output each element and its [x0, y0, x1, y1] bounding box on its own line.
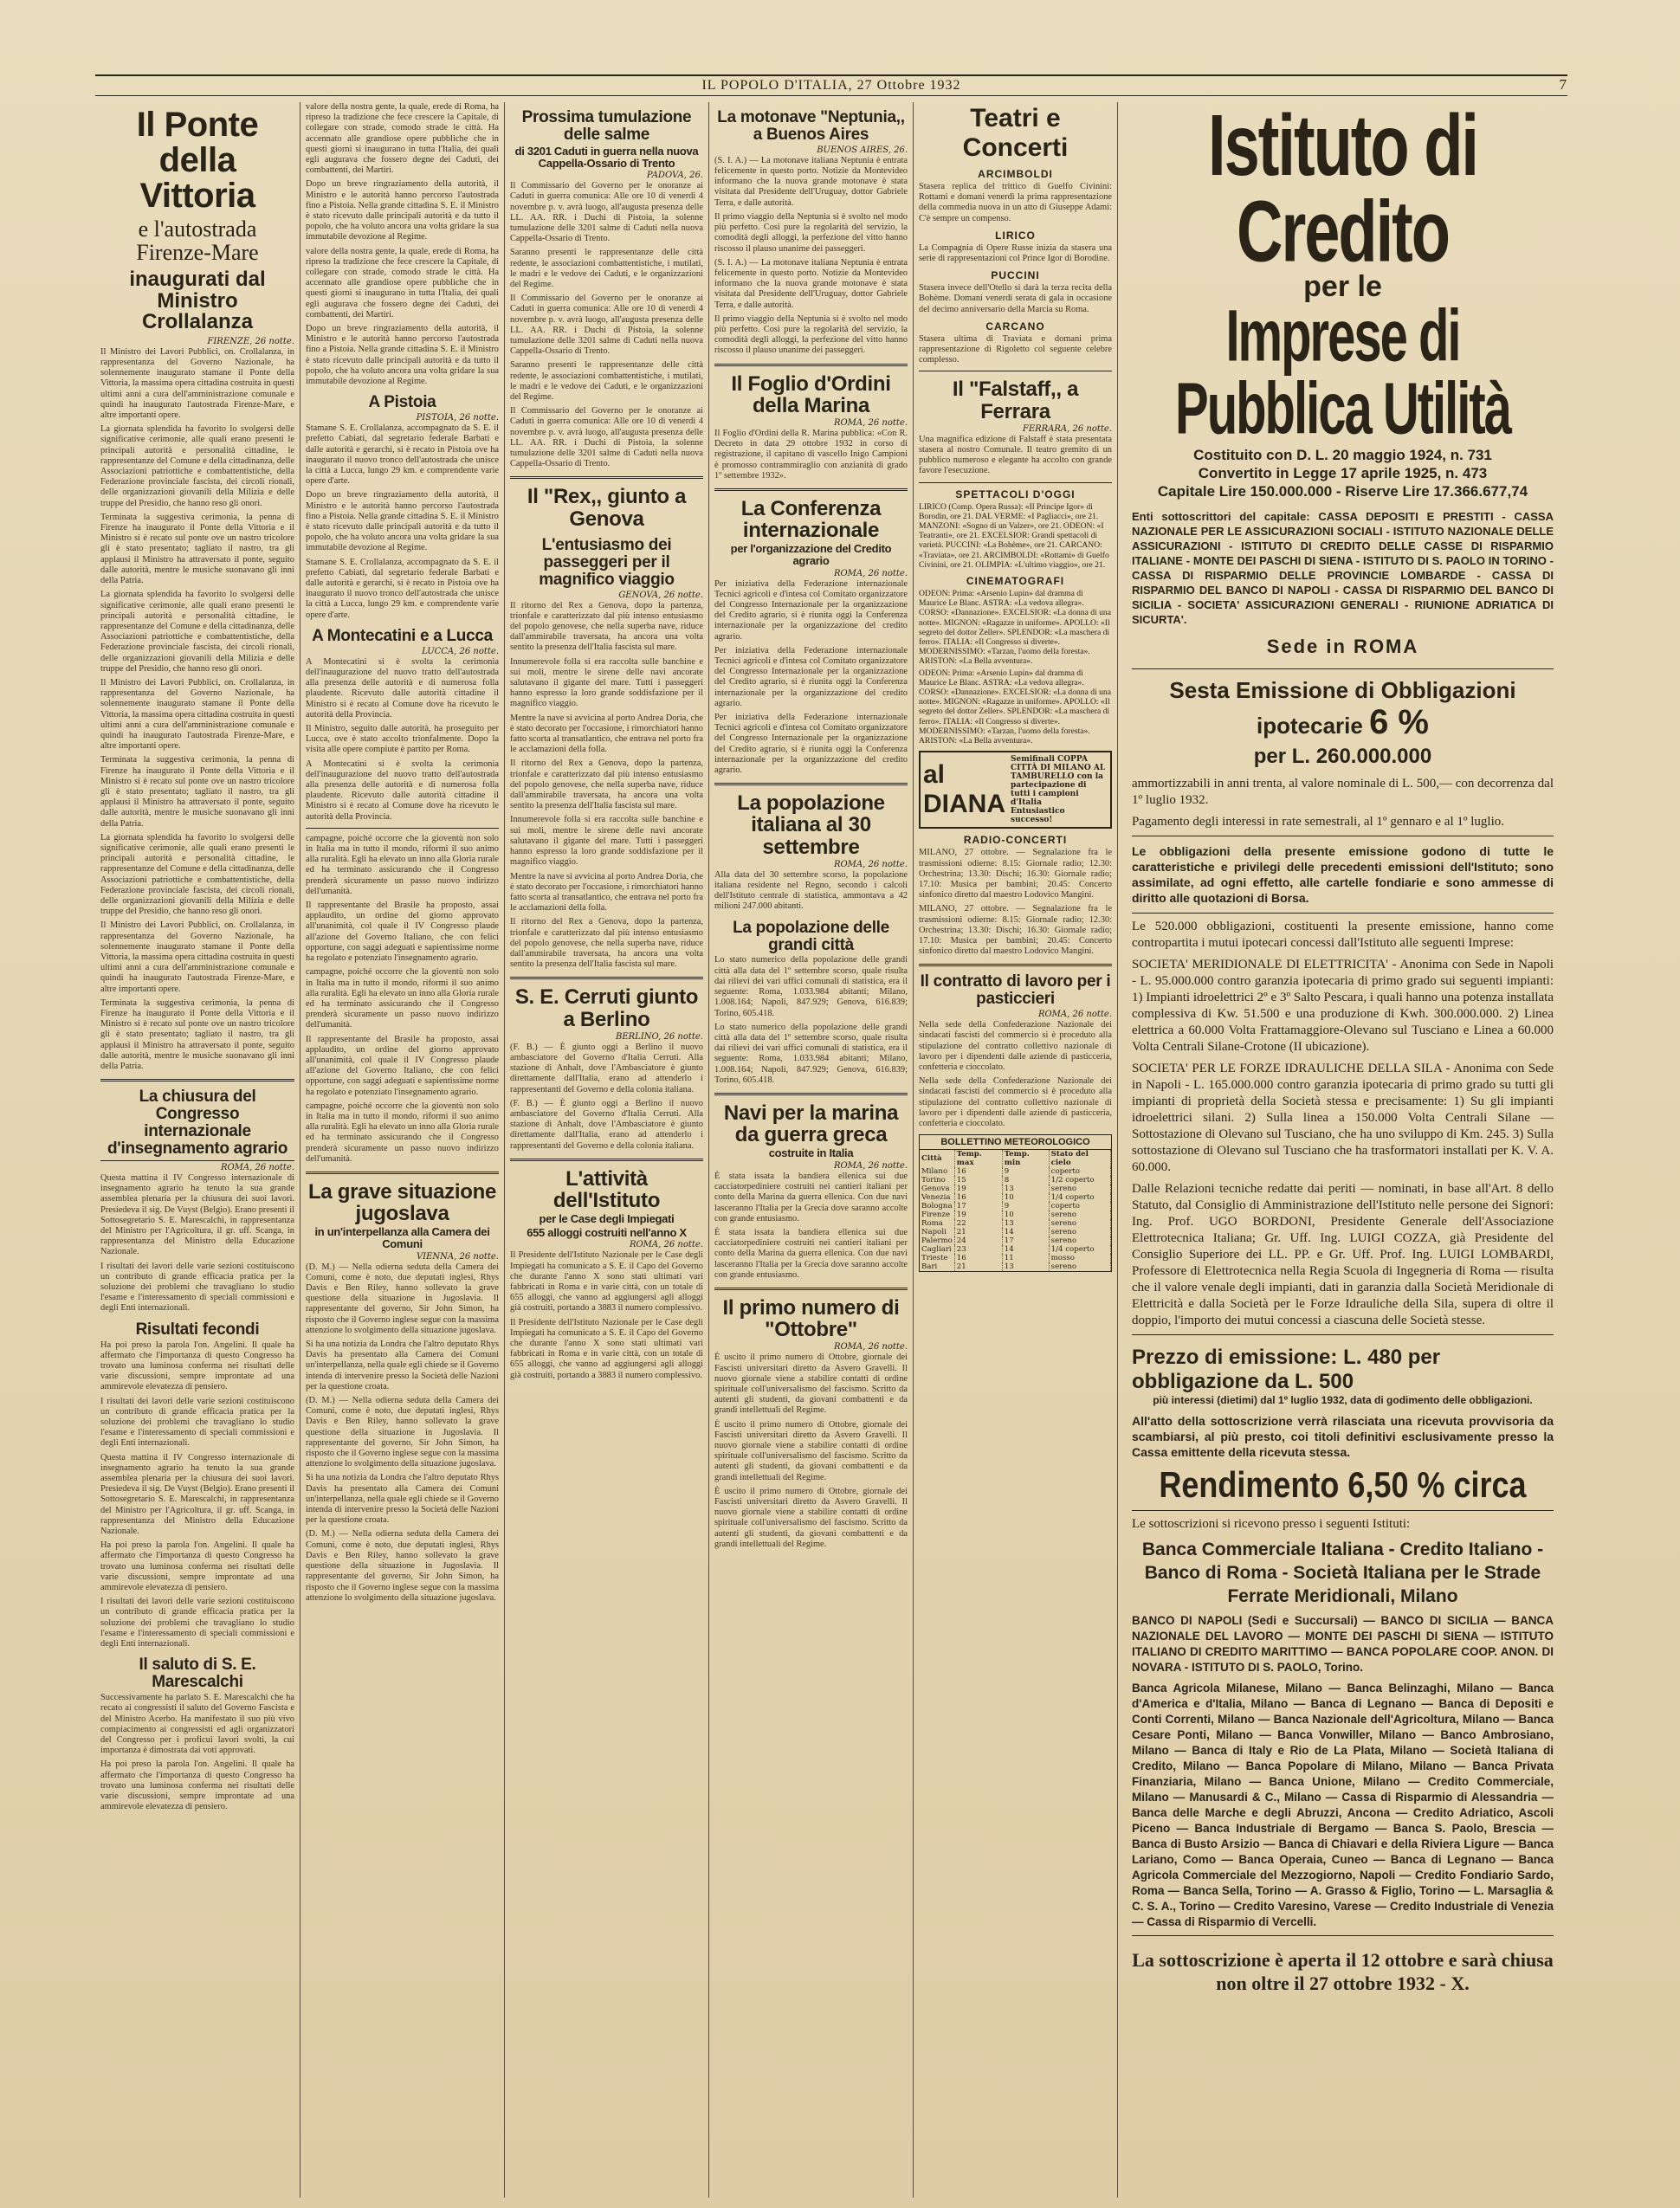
article-text: Stasera invece dell'Otello si darà la terza recita della Bohème. Domani venerdì serata di gala in occasione del decimo anniversario della Marcia su Roma. [919, 283, 1112, 314]
divider [510, 1159, 703, 1161]
headline-ottobre: Il primo numero di "Ottobre" [722, 1295, 900, 1342]
headline-jugoslavia [306, 1181, 499, 1250]
meteo-cell: 1/4 coperto [1049, 1193, 1110, 1202]
article-text: La giornata splendida ha favorito lo svolgersi delle significative cerimonie, alle quali erano presenti le principali autorità e personalità cittadine, le rappresentanze del Comune e della cittadinanza, delle Associazioni patriottiche e combattentistiche, della Federazione provinciale fascista, dei circoli rionali, delle organizzazioni giovanili della Milizia e delle truppe del Presidio, che hanno reso gli onori. [100, 832, 294, 917]
meteo-header-cell: Stato del cielo [1049, 1150, 1110, 1167]
ad-enti: Enti sottoscrittori del capitale: CASSA DEPOSITI E PRESTITI - CASSA NAZIONALE PER LE ASSICURAZIONI SOCIALI - ISTITUTO NAZIONALE DELLE ASSICURAZIONI - ISTITUTO DI CREDITO DELLE CASSE DI RISPARMIO ITALIANE - MONTE DEI PASCHI DI SIENA - ISTITUTO DI S. PAOLO IN TORINO - CASSA DI RISPARMIO DELLE PROVINCIE LOMBARDE - CASSA DI RISPARMIO DEL BANCO DI NAPOLI - CASSA DI RISPARMIO DEL BANCO DI SICILIA - SOCIETA' ASSICURAZIONI GENERALI - RIUNIONE ADRIATICA DI SICURTA'. [1132, 510, 1554, 626]
meteo-row [920, 1245, 1111, 1254]
meteo-cell: Bologna [920, 1202, 954, 1211]
divider [714, 1093, 908, 1095]
headline-istituto-case-sub: per le Case degli Impiegati [539, 1212, 675, 1226]
article-text: Stasera ultima di Traviata e domani prima rappresentazione di Rigoletto col seguente celebre complesso. [919, 333, 1112, 365]
article-text: Lo stato numerico della popolazione delle grandi città alla data del 1º settembre scorso, quale risulta dai rilievi dei vari uffici comunali di statistica, era il seguente: Roma, 1.033.984 abitanti; Milano, 1.008.164; Napoli, 847.929; Genova, 616.839; Torino, 605.418. [714, 1022, 908, 1085]
article-text: Si ha una notizia da Londra che l'altro deputato Rhys Davis ha presentato alla Camera dei Comuni un'interpellanza, nella quale egli chiede se il Governo intenda di intervenire presso la Società delle Nazioni per la questione croata. [306, 1340, 499, 1391]
headline-jugoslavia-sub: in un'interpellanza alla Camera dei Comuni [314, 1225, 490, 1250]
headline-conferenza-sub: per l'organizzazione del Credito agrario [730, 542, 892, 567]
cinematografi-title: CINEMATOGRAFI [966, 575, 1065, 588]
meteo-cell: 9 [1002, 1202, 1049, 1211]
meteo-row [920, 1202, 1111, 1211]
meteo-cell: Roma [920, 1219, 954, 1228]
ad-text: SOCIETA' PER LE FORZE IDRAULICHE DELLA SILA - Anonima con Sede in Napoli - L. 165.000.000 contro garanzia ipotecaria di primo grado su tutti gli impianti di proprietà della Società stessa e precisamente: 1) Su gli impianti idroelettrici silani. 2) Sulla linea a 150.000 Volta Centrali Silane — Sottostazione di Olevano sul Tusciano, che ha uno sviluppo di Km. 245. 3) Sulla sottostazione di Olevano sul Tusciano che ha trasformatori installati per K. V. A. 60.000. [1132, 1061, 1554, 1174]
meteo-cell: sereno [1049, 1219, 1110, 1228]
article-text: Il ritorno del Rex a Genova, dopo la partenza, trionfale e caratterizzato dal più intenso entusiasmo del popolo genovese, che nella superba nave, riduce dall'ammirabile traversata, ha ancora una volta sentito la presenza dell'Italia fascista sul mare. [510, 917, 703, 970]
ad-text: Le sottoscrizioni si ricevono presso i seguenti Istituti: [1132, 1516, 1411, 1531]
article-text: Lo stato numerico della popolazione delle grandi città alla data del 1º settembre scorso, quale risulta dai rilievi dei vari uffici comunali di statistica, era il seguente: Roma, 1.033.984 abitanti; Milano, 1.008.164; Napoli, 847.929; Genova, 616.839; Torino, 605.418. [714, 955, 908, 1018]
meteo-cell: 16 [954, 1193, 1002, 1202]
ad-title-perle: per le [1303, 270, 1382, 303]
article-text: Saranno presenti le rappresentanze delle città redente, le associazioni combattentistiche, i mutilati, le madri e le vedove dei Caduti, e le organizzazioni del Regime. [510, 248, 703, 289]
headline-foglio-ordini: Il Foglio d'Ordini della Marina [731, 371, 891, 417]
headline-congresso: La chiusura del Congresso internazionale d'insegnamento agrario [100, 1088, 294, 1161]
divider [714, 1288, 908, 1290]
meteo-cell: 17 [954, 1202, 1002, 1211]
divider [1132, 1334, 1554, 1335]
meteo-cell: 19 [954, 1185, 1002, 1193]
article-text: I risultati dei lavori delle varie sezioni costituiscono un contributo di grande efficacia pratica per la soluzione dei problemi che travagliano lo studio l'esame e l'interessamento di speciali commissioni e degli Enti internazionali. [100, 1261, 294, 1314]
ad-text: Pagamento degli interessi in rate semestrali, al 1º gennaro e al 1º luglio. [1132, 814, 1505, 829]
article-text: È uscito il primo numero di Ottobre, giornale dei Fascisti universitari diretto da Asvero Gravelli. Il nuovo giornale viene a stabilire contatti di ordine spirituale coll'universalismo del fascismo. Scritto da autenti gli studenti, da giovani combattenti e da grandi intellettuali del Regime. [714, 1353, 908, 1416]
ad-ricevuta: All'atto della sottoscrizione verrà rilasciata una ricevuta provvisoria da scambiarsi, al più presto, coi titoli definitivi esclusivamente presso la Cassa emittente della ricevuta stessa. [1132, 1413, 1554, 1459]
meteo-cell: mosso [1049, 1254, 1110, 1262]
dateline: ROMA, 26 notte. [833, 859, 908, 869]
article-text: Il Commissario del Governo per le onoranze ai Caduti in guerra comunica: Alle ore 10 di venerdì 4 novembre p. v. avrà luogo, all'augusta presenza delle LL. AA. RR. i Duchi di Pistoia, la solenne tumulazione delle 3201 salme di Caduti nella nuova Cappella-Ossario di Trento. [510, 181, 703, 244]
ad-emissione-text: Sesta Emissione di Obbligazioni ipotecarie [1169, 677, 1516, 739]
article-text: Successivamente ha parlato S. E. Marescalchi che ha recato ai congressisti il saluto del Governo Fascista e del Ministro Acerbo. Ha manifestato il suo più vivo compiacimento ai congressisti ed agli organizzatori del Congresso per i proficui lavori svolti, la cui importanza è dimostrata dai voti approvati. [100, 1693, 294, 1756]
headline-risultati: Risultati fecondi [135, 1320, 260, 1339]
article-text: Stamane S. E. Crollalanza, accompagnato da S. E. il prefetto Cabiati, dal segretario federale Barbati e dalle autorità e gerarchi, si è recato in Pistoia ove ha inaugurato il nuovo tronco dell'autostrada che unisce la città a Lucca, lungo 29 km. e comprendente varie opere d'arte. [306, 557, 499, 620]
meteo-cell: 24 [954, 1236, 1002, 1245]
dateline: ROMA, 26 notte. [833, 1160, 908, 1171]
ad-caratteristiche: Le obbligazioni della presente emissione godono di tutte le caratteristiche e privilegi delle precedenti emissioni dell'Istituto; sono assimilate, ad ogni effetto, alle cartelle fondiarie e sono ammesse di diritto alle quotazioni di Borsa. [1132, 843, 1554, 905]
section-teatri: Teatri e Concerti [962, 104, 1069, 162]
meteo-cell: coperto [1049, 1167, 1110, 1176]
ad-emissione [1132, 678, 1554, 741]
meteo-row [920, 1262, 1111, 1271]
headline-marescalchi: Il saluto di S. E. Marescalchi [139, 1656, 256, 1692]
article-text: (F. B.) — È giunto oggi a Berlino il nuovo ambasciatore del Governo d'Italia Cerruti. Alla stazione di Anhalt, dove l'Ambasciatore è giunto direttamente dall'Italia, erano ad attenderlo i rappresentanti del Governo e della colonia italiana. [510, 1098, 703, 1151]
meteo-cell: 13 [1002, 1262, 1049, 1271]
article-text: valore della nostra gente, la quale, erede di Roma, ha ripreso la tradizione che fece crescere la Capitale, di collegare con strade, comodo strade le città. Ha accennato alle grandiose opere pubbliche che in questi giorni si inaugurano in tutta l'Italia, dei quali egli augurava che fossero degne dei Caduti, dei combattenti, dei Martiri. [306, 246, 499, 320]
meteo-cell: Venezia [920, 1193, 954, 1202]
radio-title: RADIO-CONCERTI [963, 834, 1068, 847]
headline-rex: Il "Rex,, giunto a Genova [527, 485, 687, 531]
meteo-cell: sereno [1049, 1262, 1110, 1271]
meteo-header-row [920, 1150, 1111, 1167]
article-text: A Montecatini si è svolta la cerimonia dell'inaugurazione del nuovo tratto dell'autostrada alla presenza delle autorità e di numerosa folla plaudente. Ricevuto dalle autorità cittadine il Ministro si è recato al Comune dove ha ricevuto le autorità della Provincia. [306, 656, 499, 720]
article-text: Il ritorno del Rex a Genova, dopo la partenza, trionfale e caratterizzato dal più intenso entusiasmo del popolo genovese, che nella superba nave, riduce dall'ammirabile traversata, ha ancora una volta sentito la presenza dell'Italia fascista sul mare. [510, 759, 703, 811]
meteo-cell: sereno [1049, 1228, 1110, 1236]
theatre-arcimboldi: ARCIMBOLDI [978, 168, 1053, 180]
meteo-row [920, 1167, 1111, 1176]
dateline: ROMA, 26 notte. [833, 1342, 908, 1353]
article-text: Per iniziativa della Federazione internazionale Tecnici agricoli e d'intesa col Comitato organizzatore del Congresso Internazionale per la organizzazione del Credito agrario, si è riunita oggi la Conferenza internazionale per la organizzazione del credito agrario. [714, 645, 908, 708]
meteo-cell: Firenze [920, 1211, 954, 1219]
dateline: PADOVA, 26. [646, 171, 703, 181]
article-text: Il Ministro, seguito dalle autorità, ha proseguito per Lucca, ove è stato accolto trionfalmente. Dopo la visita alle opere compiute è partito per Roma. [306, 724, 499, 755]
article-text: campagne, poiché occorre che la gioventù non solo in Italia ma in tutto il mondo, riformi il suo animo alla ruralità. Egli ha elevato un inno alla Gloria rurale ed ha terminato assicurando che il Congresso prenderà sicuramente un passo nuovo indirizzo dell'umanità. [306, 1101, 499, 1164]
meteo-cell: 1/4 coperto [1049, 1245, 1110, 1254]
spettacoli-title: SPETTACOLI D'OGGI [955, 487, 1076, 500]
divider [714, 364, 908, 366]
headline-navi-greche-text: Navi per la marina da guerra greca [723, 1101, 899, 1147]
article-text: valore della nostra gente, la quale, erede di Roma, ha ripreso la tradizione che fece crescere la Capitale, di collegare con strade, comodo strade le città. Ha accennato alle grandiose opere pubbliche che in questi giorni si inaugurano in tutta l'Italia, dei quali egli augurava che fossero degne dei Caduti, dei combattenti, dei Martiri. [306, 102, 499, 176]
divider [919, 964, 1112, 966]
article-text: Dopo un breve ringraziamento della autorità, il Ministro e le autorità hanno percorso l'autostrada fino a Pistoia. Nella grande cittadina S. E. il Ministro è stato ricevuto dalle principali autorità e da tutto il popolo, che ha voluto ancora una volta gridare la sua immutabile devozione al Regime. [306, 179, 499, 242]
divider [510, 476, 703, 479]
article-text: Questa mattina il IV Congresso internazionale di insegnamento agrario ha tenuto la sua grande assemblea plenaria per la chiusura dei suoi lavori. Presiedeva il sig. De Vuyst (Belgio). Erano presenti il Sottosegretario S. E. Marescalchi, in rappresentanza del Ministro per l'Agricoltura, il gr. uff. Scanga, in rappresentanza del Ministro della Educazione Nazionale. [100, 1452, 294, 1537]
article-text: Il Ministro dei Lavori Pubblici, on. Crollalanza, in rappresentanza del Governo Nazionale, ha solennemente inaugurato stamane il Ponte della Vittoria, la massima opera cittadina costruita in questi ultimi anni a cura dell'amministrazione comunale e quindi ha inaugurato l'autostrada Firenze-Mare, e altre importanti opere. [100, 677, 294, 752]
dateline: VIENNA, 26 notte. [416, 1251, 499, 1262]
ad-rendimento: Rendimento 6,50 % circa [1159, 1463, 1527, 1505]
meteo-body [920, 1167, 1111, 1271]
article-text: È stata issata la bandiera ellenica sui due cacciatorpediniere costruiti nei cantieri italiani per conto della Marina da guerra ellenica. Con due navi lasceranno l'Italia per la Grecia dove saranno accolte con grande entusiasmo. [714, 1171, 908, 1223]
meteo-row [920, 1193, 1111, 1202]
meteo-header-cell: Temp. min [1002, 1150, 1049, 1167]
meteo-cell: Palermo [920, 1236, 954, 1245]
headline-istituto-case [510, 1168, 703, 1239]
article-text: Dopo un breve ringraziamento della autorità, il Ministro e le autorità hanno percorso l'autostrada fino a Pistoia. Nella grande cittadina S. E. il Ministro è stato ricevuto dalle principali autorità e da tutto il popolo, che ha voluto ancora una volta gridare la sua immutabile devozione al Regime. [306, 490, 499, 553]
ad-chiusura: La sottoscrizione è aperta il 12 ottobre e sarà chiusa non oltre il 27 ottobre 1932 - X. [1132, 1948, 1554, 1994]
column-4 [708, 102, 913, 2198]
article-text: Ha poi preso la parola l'on. Angelini. Il quale ha affermato che l'importanza di questo Congresso ha trovato una luminosa conferma nei risultati delle varie discussioni, sempre improntate ad una ammirevole elevatezza di pensiero. [100, 1340, 294, 1392]
bollettino-meteorologico [919, 1134, 1112, 1272]
column-2 [300, 102, 504, 2198]
divider [510, 977, 703, 979]
article-text: Il Commissario del Governo per le onoranze ai Caduti in guerra comunica: Alle ore 10 di venerdì 4 novembre p. v. avrà luogo, all'augusta presenza delle LL. AA. RR. i Duchi di Pistoia, la solenne tumulazione delle 3201 salme di Caduti nella nuova Cappella-Ossario di Trento. [510, 406, 703, 469]
dateline: ROMA, 26 notte. [833, 417, 908, 428]
ad-banche-2: Banca Agricola Milanese, Milano — Banca Belinzaghi, Milano — Banca d'America e d'Italia, Milano — Banca di Legnano — Banca di Depositi e Conti Correnti, Milano — Banca Nazionale dell'Agricoltura, Milano — Banca Cesare Ponti, Milano — Banca Vonwiller, Milano — Banco Ambrosiano, Milano — Banca di Italy e Rio de La Plata, Milano — Società Italiana di Credito, Milano — Banca Popolare di Milano, Milano — Banca Privata Finanziaria, Milano — Banca Unione, Milano — Credito Commerciale, Milano — Manusardi & C., Milano — Cassa di Risparmio di Alessandria — Banca delle Marche e degli Abruzzi, Ancona — Credito Adriatico, Ascoli Piceno — Banca Industriale di Bergamo — Banca S. Paolo, Brescia — Banca di Busto Arsizio — Banca di Chiavari e della Riviera Ligure — Banca Lariano, Como — Banca Operaia, Cuneo — Banca di Legnano — Banca Agricola Commerciale del Mezzogiorno, Napoli — Credito Fondiario Sardo, Roma — Banca Sella, Torino — A. Grasso & Figlio, Torino — L. Marsaglia & C. S. A., Torino — Credito Varesino, Varese — Credito Industriale di Venezia — Cassa di Risparmio di Vercelli. [1132, 1681, 1554, 1928]
article-text: (S. I. A.) — La motonave italiana Neptunia è entrata felicemente in questo porto. Notizie da Montevideo informano che la nuova grande motonave è stata visitata dal Presidente dell'Uruguay, dottor Gabriele Terra, e dalle autorità. [714, 155, 908, 208]
meteo-cell: Trieste [920, 1254, 954, 1262]
meteo-cell: sereno [1049, 1236, 1110, 1245]
dateline: ROMA, 26 notte. [833, 568, 908, 578]
meteo-cell: Napoli [920, 1228, 954, 1236]
meteo-cell: coperto [1049, 1202, 1110, 1211]
diana-text: Semifinali COPPA CITTÀ DI MILANO AL TAMBURELLO con la partecipazione di tutti i campioni d'Italia [1011, 755, 1106, 808]
article-text: Il primo viaggio della Neptunia si è svolto nel modo più perfetto. Così pure la regolarità del servizio, la comodità degli alloggi, la perfezione del vitto hanno riscosso il plauso unanime dei passeggeri. [714, 313, 908, 356]
article-text: Terminata la suggestiva cerimonia, la penna di Firenze ha inaugurato il Ponte della Vittoria e il Ministro si è recato sul ponte ove un nastro tricolore gli è stato presentato; tagliato il nastro, tra gli applausi il Ministro ha attraversato il ponte, seguito dalle autorità, mentre le musiche suonavano gli inni della Patria. [100, 997, 294, 1072]
ad-tasso: 6 % [1369, 702, 1429, 741]
masthead-title: IL POPOLO D'ITALIA, 27 Ottobre 1932 [701, 78, 961, 93]
article-text: Il Presidente dell'Istituto Nazionale per le Case degli Impiegati ha comunicato a S. E. il Capo del Governo che durante l'anno X sono stati ultimati vari fabbricati in Roma e in varie città, con un totale di 655 alloggi, che vanno ad aggiungersi agli alloggi già costruiti, portando a 3883 il numero complessivo. [510, 1250, 703, 1314]
meteo-row [920, 1236, 1111, 1245]
article-text: Alla data del 30 settembre scorso, la popolazione italiana residente nel Regno, secondo i calcoli dell'Istituto centrale di statistica, ammontava a 42 milioni 247.000 abitanti. [714, 869, 908, 912]
divider [1132, 1510, 1554, 1511]
meteo-cell: sereno [1049, 1185, 1110, 1193]
headline-navi-greche-sub: costruite in Italia [768, 1146, 854, 1160]
meteo-cell: 13 [1002, 1219, 1049, 1228]
article-text: Per iniziativa della Federazione internazionale Tecnici agricoli e d'intesa col Comitato organizzatore del Congresso Internazionale per la organizzazione del Credito agrario, si è riunita oggi la Conferenza internazionale per la organizzazione del credito agrario. [714, 713, 908, 776]
meteo-cell: Bari [920, 1262, 954, 1271]
dateline: ROMA, 26 notte. [1037, 1010, 1112, 1020]
meteo-row [920, 1228, 1111, 1236]
dateline: FERRARA, 26 notte. [1022, 423, 1112, 434]
article-text: Mentre la nave si avvicina al porto Andrea Doria, che è stato decorato per l'occasione, i rimorchiatori hanno fatto scorta al transatlantico, che entrava nel porto fra le acclamazioni della folla. [510, 713, 703, 755]
meteo-cell: 9 [1002, 1167, 1049, 1176]
article-text: Stamane S. E. Crollalanza, accompagnato da S. E. il prefetto Cabiati, dal segretario federale Barbati e dalle autorità e gerarchi, si è recato in Pistoia ove ha inaugurato il nuovo tronco dell'autostrada che unisce la città a Lucca, lungo 29 km. e comprendente varie opere d'arte. [306, 423, 499, 487]
meteo-cell: 15 [954, 1176, 1002, 1185]
divider [1132, 913, 1554, 914]
ad-convertito: Convertito in Legge 17 aprile 1925, n. 473 [1198, 465, 1488, 481]
article-text: Il ritorno del Rex a Genova, dopo la partenza, trionfale e caratterizzato dal più intenso entusiasmo del popolo genovese, che nella superba nave, riduce dall'ammirabile traversata, ha ancora una volta sentito la presenza dell'Italia fascista sul mare. [510, 600, 703, 653]
headline-conferenza-text: La Conferenza internazionale [740, 496, 882, 543]
meteo-cell: Genova [920, 1185, 954, 1193]
article-text: (F. B.) — È giunto oggi a Berlino il nuovo ambasciatore del Governo d'Italia Cerruti. Alla stazione di Anhalt, dove l'Ambasciatore è giunto direttamente dall'Italia, erano ad attenderlo i rappresentanti del Governo e della colonia italiana. [510, 1042, 703, 1094]
column-3 [504, 102, 708, 2198]
meteo-table [920, 1150, 1111, 1271]
cinematografi-list: ODEON: Prima: «Arsenio Lupin» dal dramma di Maurice Le Blanc. ASTRA: «La vedova allegra». CORSO: «Dannazione». EXCELSIOR: «La donna di una notte». MIGNON: «Ragazze in uniforme». APOLLO: «Il segreto del dottor Zeller». SPLENDOR: «La maschera di ferro». ITALIA: «Il Congresso si diverte». MODERNISSIMO: «Tarzan, l'uomo della foresta». ARISTON: «La Bella avventura». [919, 668, 1111, 746]
headline-navi-greche [714, 1102, 908, 1159]
meteo-cell: 1/2 coperto [1049, 1176, 1110, 1185]
headline-pistoia: A Pistoia [368, 393, 436, 412]
ad-text: SOCIETA' MERIDIONALE DI ELETTRICITA' - Anonima con Sede in Napoli - L. 95.000.000 contro garanzia ipotecaria di primo grado sui seguenti impianti: 1) Impianti idroelettrici 2º e 3º Salto Pescara, i quali hanno una potenza installata complessiva di Kw. 51.500 e una produzione di Kwh. 300.000.000. 2) Linea elettrica a 60.000 Volta Frattamaggiore-Olevano sul Tusciano e Linea a 60.000 Volta Centrali Silane-Crotone (II ubicazione). [1132, 957, 1554, 1054]
theatre-lirico: LIRICO [995, 229, 1036, 242]
article-text: Il Foglio d'Ordini della R. Marina pubblica: «Con R. Decreto in data 29 ottobre 1932 in corso di registrazione, il capitano di vascello Inigo Campioni è promosso contrammiraglio con anzianità di grado 1º settembre 1932». [714, 428, 908, 481]
divider [100, 1079, 294, 1081]
article-text: (S. I. A.) — La motonave italiana Neptunia è entrata felicemente in questo porto. Notizie da Montevideo informano che la nuova grande motonave è stata visitata dal Presidente dell'Uruguay, dottor Gabriele Terra, e dalle autorità. [714, 257, 908, 310]
spettacoli-list: LIRICO (Comp. Opera Russa): «Il Principe Igor» di Borodin, ore 21. DAL VERME: «I Pagliacci», ore 21. MANZONI: «Sogno di un Valzer», ore 21. ODEON: «I Teatranti», ore 21. EXCELSIOR: Grandi spettacoli di varietà. PUCCINI: «La Bohème», ore 21. CARCANO: «Traviata», ore 21. ARCIMBOLDI: «Rottami» di Guelfo Civinini, ore 21. OLIMPIA: «L'ultimo viaggio», ore 21. [919, 501, 1109, 570]
article-text: Terminata la suggestiva cerimonia, la penna di Firenze ha inaugurato il Ponte della Vittoria e il Ministro si è recato sul ponte ove un nastro tricolore gli è stato presentato; tagliato il nastro, tra gli applausi il Ministro ha attraversato il ponte, seguito dalle autorità, mentre le musiche suonavano gli inni della Patria. [100, 512, 294, 586]
ad-banche-1: BANCO DI NAPOLI (Sedi e Succursali) — BANCO DI SICILIA — BANCA NAZIONALE DEL LAVORO — MONTE DEI PASCHI DI SIENA — ISTITUTO ITALIANO DI CREDITO MARITTIMO — BANCA POPOLARE COOP. ANON. DI NOVARA - ISTITUTO DI S. PAOLO, Torino. [1132, 1613, 1554, 1674]
ad-title-istituto: Istituto di Credito [1208, 102, 1477, 281]
headline-grandi-citta: La popolazione delle grandi città [733, 918, 889, 954]
ad-importo: per L. 260.000.000 [1253, 744, 1432, 768]
meteo-row [920, 1211, 1111, 1219]
divider [306, 828, 499, 829]
meteo-cell: 16 [954, 1167, 1002, 1176]
headline-ponte: Il Ponte della Vittoria [136, 106, 259, 215]
article-text: È stata issata la bandiera ellenica sui due cacciatorpediniere costruiti nei cantieri italiani per conto della Marina da guerra ellenica. Con due navi lasceranno l'Italia per la Grecia dove saranno accolte con grande entusiasmo. [714, 1227, 908, 1280]
subhead-rex: L'entusiasmo dei passeggeri per il magnifico viaggio [539, 535, 675, 589]
meteo-cell: 11 [1002, 1254, 1049, 1262]
headline-jugoslavia-text: La grave situazione jugoslava [307, 1179, 497, 1226]
meteo-header-cell: Temp. max [954, 1150, 1002, 1167]
meteo-cell: 19 [954, 1211, 1002, 1219]
article-text: La giornata splendida ha favorito lo svolgersi delle significative cerimonie, alle quali erano presenti le principali autorità e personalità cittadine, le rappresentanze del Comune e della cittadinanza, delle Associazioni patriottiche e combattentistiche, della Federazione provinciale fascista, dei circoli rionali, delle organizzazioni giovanili della Milizia e delle truppe del Presidio, che hanno reso gli onori. [100, 424, 294, 508]
article-text: MILANO, 27 ottobre. — Segnalazione fra le trasmissioni odierne: 8.15: Giornale radio; 12.30: Orchestrina; 13.30: Dischi; 16.30: Giornale radio; 17.10: Musica per bambini; 20.45: Concerto sinfonico diretto dal maestro Lodovico Mangini. [919, 848, 1112, 901]
meteo-row [920, 1254, 1111, 1262]
meteo-cell: 13 [1002, 1185, 1049, 1193]
diana-advert [919, 751, 1112, 829]
article-text: La Compagnia di Opere Russe inizia da stasera una serie di rappresentazioni col Prince Igor di Borodine. [919, 242, 1112, 264]
divider [306, 1172, 499, 1174]
ad-costituito: Costituito con D. L. 20 maggio 1924, n. 731 [1193, 447, 1492, 463]
headline-cerruti: S. E. Cerruti giunto a Berlino [514, 985, 699, 1031]
article-text: A Montecatini si è svolta la cerimonia dell'inaugurazione del nuovo tratto dell'autostrada alla presenza delle autorità e di numerosa folla plaudente. Ricevuto dalle autorità cittadine il Ministro si è recato al Comune dove ha ricevuto le autorità della Provincia. [306, 759, 499, 822]
article-text: Il rappresentante del Brasile ha proposto, assai applaudito, un ordine del giorno approvato all'unanimità, col quale il IV Congresso plaude all'azione del Governo Italiano, che con felici opportune, con saggi adeguati e sapientissime norme ha regolato e potenziato l'insegnamento agrario. [306, 901, 499, 964]
dateline: ROMA, 26 notte. [629, 1240, 703, 1250]
article-text: Ha poi preso la parola l'on. Angelini. Il quale ha affermato che l'importanza di questo Congresso ha trovato una luminosa conferma nei risultati delle varie discussioni, sempre improntate ad una ammirevole elevatezza di pensiero. [100, 1540, 294, 1593]
masthead [95, 74, 1567, 96]
ad-sede: Sede in ROMA [1266, 636, 1419, 657]
article-text: I risultati dei lavori delle varie sezioni costituiscono un contributo di grande efficacia pratica per la soluzione dei problemi che travagliano lo studio l'esame e l'interessamento di speciali commissioni e degli Enti internazionali. [100, 1396, 294, 1449]
article-text: Terminata la suggestiva cerimonia, la penna di Firenze ha inaugurato il Ponte della Vittoria e il Ministro si è recato sul ponte ove un nastro tricolore gli è stato presentato; tagliato il nastro, tra gli applausi il Ministro ha attraversato il ponte, seguito dalle autorità, mentre le musiche suonavano gli inni della Patria. [100, 755, 294, 829]
ad-principali-banche: Banca Commerciale Italiana - Credito Italiano - Banco di Roma - Società Italiana per le Strade Ferrate Meridionali, Milano [1141, 1539, 1544, 1606]
article-text: Il Ministro dei Lavori Pubblici, on. Crollalanza, in rappresentanza del Governo Nazionale, ha solennemente inaugurato stamane il Ponte della Vittoria, la massima opera cittadina costruita in questi ultimi anni a cura dell'amministrazione comunale e quindi ha inaugurato l'autostrada Firenze-Mare, e altre importanti opere. [100, 920, 294, 994]
page-number: 7 [1559, 76, 1567, 93]
headline-montecatini: A Montecatini e a Lucca [312, 626, 493, 645]
ad-istituto-credito [1117, 102, 1567, 2198]
meteo-cell: sereno [1049, 1211, 1110, 1219]
meteo-row [920, 1185, 1111, 1193]
article-text: (D. M.) — Nella odierna seduta della Camera dei Comuni, come è noto, due deputati inglesi, Rhys Davis e Ben Riley, hanno sollevato la grave questione della situazione in Jugoslavia. Il rappresentante del governo, Sir John Simon, ha risposto che il Governo inglese segue con la massima attenzione lo svolgimento della situazione jugoslava. [306, 1396, 499, 1469]
ad-text: Dalle Relazioni tecniche redatte dai periti — nominati, in base all'Art. 8 dello Statuto, dal Consiglio di Amministrazione dell'Istituto nelle persone dei Signori: Ing. Prof. UGO BORDONI, Presidente Generale dell'Associazione Elettrotecnica Italiana; Gr. Uff. Ing. LUIGI COZZA, già Presidente del Consiglio Superiore dei LL. PP. e Gr. Uff. Prof. Ing. LUIGI LOMBARDI, Professore di Elettrotecnica nella Regia Scuola di Ingegneria di Roma — risulta che il valore venale degli impianti, dati in garanzia dalla Società Meridionale di Elettricità e dalla Società per le Forze Idrauliche della Sila, supera di oltre il doppio, l'importo dei mutui concessi a ciascuna delle Società stesse. [1132, 1181, 1554, 1327]
diana-details [1011, 755, 1108, 824]
article-text: Dopo un breve ringraziamento della autorità, il Ministro e le autorità hanno percorso l'autostrada fino a Pistoia. Nella grande cittadina S. E. il Ministro è stato ricevuto dalle principali autorità e da tutto il popolo, che ha voluto ancora una volta gridare la sua immutabile devozione al Regime. [306, 324, 499, 387]
diana-title: al DIANA [923, 760, 1005, 819]
meteo-cell: 16 [954, 1254, 1002, 1262]
article-text: Ha poi preso la parola l'on. Angelini. Il quale ha affermato che l'importanza di questo Congresso ha trovato una luminosa conferma nei risultati delle varie discussioni, sempre improntate ad una ammirevole elevatezza di pensiero. [100, 1759, 294, 1812]
headline-falstaff: Il "Falstaff,, a Ferrara [952, 378, 1079, 423]
dateline: PISTOIA, 26 notte. [416, 413, 499, 423]
column-5 [913, 102, 1117, 2198]
article-text: Saranno presenti le rappresentanze delle città redente, le associazioni combattentistiche, i mutilati, le madri e le vedove dei Caduti, e le organizzazioni del Regime. [510, 360, 703, 403]
headline-popolazione: La popolazione italiana al 30 settembre [737, 791, 885, 859]
dateline: BUENOS AIRES, 26. [817, 145, 908, 155]
meteo-cell: Milano [920, 1167, 954, 1176]
headline-tumulazione-sub: di 3201 Caduti in guerra nella nuova Cappella-Ossario di Trento [514, 144, 699, 170]
ad-capitale: Capitale Lire 150.000.000 - Riserve Lire 17.366.677,74 [1157, 483, 1528, 500]
article-text: (D. M.) — Nella odierna seduta della Camera dei Comuni, come è noto, due deputati inglesi, Rhys Davis e Ben Riley, hanno sollevato la grave questione della situazione in Jugoslavia. Il rappresentante del governo, Sir John Simon, ha risposto che il Governo inglese segue con la massima attenzione lo svolgimento della situazione jugoslava. [306, 1262, 499, 1335]
article-text: Il primo viaggio della Neptunia si è svolto nel modo più perfetto. Così pure la regolarità del servizio, la comodità degli alloggi, la perfezione del vitto hanno riscosso il plauso unanime dei passeggeri. [714, 211, 908, 254]
headline-istituto-case-text: L'attività dell'Istituto [552, 1166, 661, 1212]
ad-prezzo-sub: più interessi (dietimi) dal 1º luglio 1932, data di godimento delle obbligazioni. [1153, 1393, 1533, 1406]
meteo-cell: 10 [1002, 1211, 1049, 1219]
article-text: Innumerevole folla si era raccolta sulle banchine e sui moli, mentre le sirene delle navi ancorate salutavano il gigante del mare. Tutti i passeggeri hanno espresso la loro grande soddisfazione per il magnifico viaggio. [510, 656, 703, 709]
article-text: Nella sede della Confederazione Nazionale dei sindacati fascisti del commercio si è proceduto alla stipulazione del contratto collettivo nazionale di lavoro per i dipendenti dalle aziende di pasticceria, confetteria e cioccolato. [919, 1076, 1112, 1129]
article-text: (D. M.) — Nella odierna seduta della Camera dei Comuni, come è noto, due deputati inglesi, Rhys Davis e Ben Riley, hanno sollevato la grave questione della situazione in Jugoslavia. Il rappresentante del governo, Sir John Simon, ha risposto che il Governo inglese segue con la massima attenzione lo svolgimento della situazione jugoslava. [306, 1529, 499, 1603]
divider [919, 482, 1112, 483]
meteo-cell: 23 [954, 1245, 1002, 1254]
dateline: GENOVA, 26 notte. [618, 590, 703, 600]
article-text: La giornata splendida ha favorito lo svolgersi delle significative cerimonie, alle quali erano presenti le principali autorità e personalità cittadine, le rappresentanze del Comune e della cittadinanza, delle Associazioni patriottiche e combattentistiche, della Federazione provinciale fascista, dei circoli rionali, delle organizzazioni giovanili della Milizia e delle truppe del Presidio, che hanno reso gli onori. [100, 590, 294, 674]
article-text: MILANO, 27 ottobre. — Segnalazione fra le trasmissioni odierne: 8.15: Giornale radio; 12.30: Orchestrina; 13.30: Dischi; 16.30: Giornale radio; 17.10: Musica per bambini; 20.45: Concerto sinfonico diretto dal maestro Lodovico Mangini. [919, 904, 1112, 957]
meteo-cell: 14 [1002, 1228, 1049, 1236]
article-text: Innumerevole folla si era raccolta sulle banchine e sui moli, mentre le sirene delle navi ancorate salutavano il gigante del mare. Tutti i passeggeri hanno espresso la loro grande soddisfazione per il magnifico viaggio. [510, 815, 703, 868]
headline-tumulazione-text: Prossima tumulazione delle salme [521, 108, 692, 144]
divider [1132, 1935, 1554, 1936]
article-text: Il Commissario del Governo per le onoranze ai Caduti in guerra comunica: Alle ore 10 di venerdì 4 novembre p. v. avrà luogo, all'augusta presenza delle LL. AA. RR. i Duchi di Pistoia, la solenne tumulazione delle 3201 salme di Caduti nella nuova Cappella-Ossario di Trento. [510, 294, 703, 357]
headline-tumulazione [510, 109, 703, 169]
ad-text: Le 520.000 obbligazioni, costituenti la presente emissione, hanno come contropartita i mutui ipotecari concessi dall'Istituto alle seguenti Imprese: [1132, 919, 1554, 950]
headline-pasticcieri: Il contratto di lavoro per i pasticcieri [920, 972, 1111, 1009]
meteo-header-cell: Città [920, 1150, 954, 1167]
article-text: È uscito il primo numero di Ottobre, giornale dei Fascisti universitari diretto da Asvero Gravelli. Il nuovo giornale viene a stabilire contatti di ordine spirituale coll'universalismo del fascismo. Scritto da autenti gli studenti, da giovani combattenti e da grandi intellettuali del Regime. [714, 1486, 908, 1549]
article-text: campagne, poiché occorre che la gioventù non solo in Italia ma in tutto il mondo, riformi il suo animo alla ruralità. Egli ha elevato un inno alla Gloria rurale ed ha terminato assicurando che il Congresso prenderà sicuramente un passo nuovo indirizzo dell'umanità. [306, 833, 499, 896]
theatre-carcano: CARCANO [985, 320, 1045, 332]
meteo-cell: 8 [1002, 1176, 1049, 1185]
ad-prezzo [1132, 1346, 1554, 1406]
theatre-puccini: PUCCINI [991, 269, 1040, 282]
article-text: Nella sede della Confederazione Nazionale dei sindacati fascisti del commercio si è proceduto alla stipulazione del contratto collettivo nazionale di lavoro per i dipendenti dalle aziende di pasticceria, confetteria e cioccolato. [919, 1020, 1112, 1073]
subhead-ministro: inaugurati dal Ministro Crollalanza [129, 268, 266, 334]
meteo-cell: 14 [1002, 1245, 1049, 1254]
article-text: I risultati dei lavori delle varie sezioni costituiscono un contributo di grande efficacia pratica per la soluzione dei problemi che travagliano lo studio l'esame e l'interessamento di speciali commissioni e degli Enti internazionali. [100, 1597, 294, 1650]
article-text: È uscito il primo numero di Ottobre, giornale dei Fascisti universitari diretto da Asvero Gravelli. Il nuovo giornale viene a stabilire contatti di ordine spirituale coll'universalismo del fascismo. Scritto da autenti gli studenti, da giovani combattenti e da grandi intellettuali del Regime. [714, 1419, 908, 1482]
subhead-autostrada: e l'autostrada Firenze-Mare [136, 216, 259, 265]
ad-text: ammortizzabili in anni trenta, al valore nominale di L. 500,— con decorrenza dal 1º luglio 1932. [1132, 776, 1554, 807]
divider [714, 488, 908, 491]
meteo-cell: Torino [920, 1176, 954, 1185]
meteo-cell: 22 [954, 1219, 1002, 1228]
article-text: Il Ministro dei Lavori Pubblici, on. Crollalanza, in rappresentanza del Governo Nazionale, ha solennemente inaugurato stamane il Ponte della Vittoria, la massima opera cittadina costruita in questi ultimi anni a cura dell'amministrazione comunale e quindi ha inaugurato l'autostrada Firenze-Mare, e altre importanti opere. [100, 346, 294, 421]
meteo-cell: 10 [1002, 1193, 1049, 1202]
article-text: Una magnifica edizione di Falstaff è stata presentata stasera al nostro Comunale. Il teatro gremito di un pubblico numeroso e elegante ha accolto con grande favore l'esecuzione. [919, 434, 1112, 476]
article-text: Il Presidente dell'Istituto Nazionale per le Case degli Impiegati ha comunicato a S. E. il Capo del Governo che durante l'anno X sono stati ultimati vari fabbricati in Roma e in varie città, con un totale di 655 alloggi, che vanno ad aggiungersi agli alloggi già costruiti, portando a 3883 il numero complessivo. [510, 1317, 703, 1380]
meteo-row [920, 1176, 1111, 1185]
article-text: Per iniziativa della Federazione internazionale Tecnici agricoli e d'intesa col Comitato organizzatore del Congresso Internazionale per la organizzazione del Credito agrario, si è riunita oggi la Conferenza internazionale per la organizzazione del credito agrario. [714, 578, 908, 642]
cinematografi-list: ODEON: Prima: «Arsenio Lupin» dal dramma di Maurice Le Blanc. ASTRA: «La vedova allegra». CORSO: «Dannazione». EXCELSIOR: «La donna di una notte». MIGNON: «Ragazze in uniforme». APOLLO: «Il segreto del dottor Zeller». SPLENDOR: «La maschera di ferro». ITALIA: «Il Congresso si diverte». MODERNISSIMO: «Tarzan, l'uomo della foresta». ARISTON: «La Bella avventura». [919, 589, 1111, 667]
article-text: Stasera replica del trittico di Guelfo Civinini: Rottami e domani venerdì la prima rappresentazione della commedia nuova in un atto di Giuseppe Adami: C'è sempre un compenso. [919, 182, 1112, 223]
meteo-row [920, 1219, 1111, 1228]
dateline: LUCCA, 26 notte. [422, 646, 499, 656]
article-text: Mentre la nave si avvicina al porto Andrea Doria, che è stato decorato per l'occasione, i rimorchiatori hanno fatto scorta al transatlantico, che entrava nel porto fra le acclamazioni della folla. [510, 871, 703, 914]
article-text: Questa mattina il IV Congresso internazionale di insegnamento agrario ha tenuto la sua grande assemblea plenaria per la chiusura dei suoi lavori. Presiedeva il sig. De Vuyst (Belgio). Erano presenti il Sottosegretario S. E. Marescalchi, in rappresentanza del Ministro per l'Agricoltura, il gr. uff. Scanga, in rappresentanza del Ministro della Educazione Nazionale. [100, 1172, 294, 1257]
meteo-cell: 17 [1002, 1236, 1049, 1245]
meteo-title: BOLLETTINO METEOROLOGICO [920, 1135, 1111, 1150]
article-text: Il rappresentante del Brasile ha proposto, assai applaudito, un ordine del giorno approvato all'unanimità, col quale il IV Congresso plaude all'azione del Governo Italiano, che con felici opportune, con saggi adeguati e sapientissime norme ha regolato e potenziato l'insegnamento agrario. [306, 1034, 499, 1097]
column-1 [95, 102, 300, 2198]
divider [1132, 668, 1554, 669]
meteo-cell: Cagliari [920, 1245, 954, 1254]
article-text: campagne, poiché occorre che la gioventù non solo in Italia ma in tutto il mondo, riformi il suo animo alla ruralità. Egli ha elevato un inno alla Gloria rurale ed ha terminato assicurando che il Congresso prenderà sicuramente un passo nuovo indirizzo dell'umanità. [306, 967, 499, 1030]
dateline: ROMA, 26 notte. [220, 1162, 294, 1172]
headline-istituto-case-sub2: 655 alloggi costruiti nell'anno X [527, 1225, 687, 1239]
ad-prezzo-text: Prezzo di emissione: L. 480 per obbligazione da L. 500 [1132, 1345, 1441, 1393]
article-text: Si ha una notizia da Londra che l'altro deputato Rhys Davis ha presentato alla Camera dei Comuni un'interpellanza, nella quale egli chiede se il Governo intenda di intervenire presso la Società delle Nazioni per la questione croata. [306, 1473, 499, 1526]
dateline: BERLINO, 26 notte. [616, 1031, 703, 1042]
headline-neptunia: La motonave "Neptunia,, a Buenos Aires [717, 108, 905, 144]
meteo-cell: 21 [954, 1262, 1002, 1271]
divider [714, 783, 908, 785]
diana-slogan: Entusiastico successo! [1011, 807, 1065, 825]
dateline: FIRENZE, 26 notte. [207, 336, 294, 346]
meteo-cell: 21 [954, 1228, 1002, 1236]
headline-conferenza [714, 498, 908, 567]
ad-title-imprese: Imprese di Pubblica Utilità [1175, 295, 1510, 450]
